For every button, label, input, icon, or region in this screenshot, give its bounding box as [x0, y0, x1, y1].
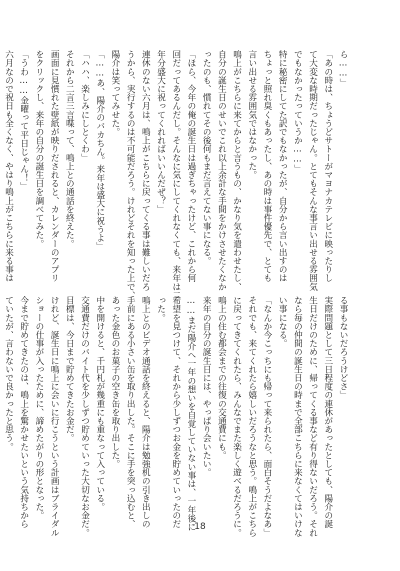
text-column: 「あの時は、ちょうどサトーがマヨナカテレビに映ったりし [322, 50, 333, 283]
text-column: ちょっと照れ臭くもあったし、あの時は事件優先で、とても [261, 50, 272, 283]
text-column: る事もないだろうけどさ」 [338, 296, 348, 400]
text-column: うから、実行するのは不可能だろう。けれどそれを知った上で、 [125, 50, 136, 300]
text-column: をクリックし、来年の自分の誕生日を調べてみた。 [33, 50, 44, 248]
text-column: 鳴上とのビデオ通話を終えると、陽介は勉強机の引き出しの [140, 296, 151, 529]
text-column: 陽介は笑ってみせた。 [109, 50, 120, 136]
text-column: 手前にある小さい缶を取り出した。そこに手を突っ込むと、 [125, 296, 136, 529]
text-column: 実際問題として三日程度の連休があったとしても、陽介の誕 [322, 296, 333, 529]
text-column: ショーの仕事が入ったために、諦めたがりの形となった。 [33, 296, 44, 520]
text-column: 特に秘密にしてた訳でもなかったが、自分から言い出すのは [277, 50, 288, 283]
text-block-bottom [3, 296, 350, 537]
text-column: 鳴上がこちらに来てからと言うもの、かなり気を遣わせたし、 [231, 50, 242, 291]
text-column: った。 [155, 296, 166, 322]
text-column: 連休のない六月は、鳴上がこちらに戻ってくる事は難しいだろ [140, 50, 151, 291]
text-column: ていたが、言わないで良かったと思う。 [3, 296, 14, 451]
text-column: 六月なので祝日も全くなく、やはり鳴上がこちらに来る事は [3, 50, 14, 283]
text-column: 今まで貯めてきたのは、鳴上を驚かせたいという気持ちから [18, 296, 29, 529]
text-column: い事になる。 [277, 296, 288, 348]
text-column: 「ハハ、楽しみにしとくわ」 [79, 50, 90, 162]
text-column: に戻ってきてくれたら、みんなでまた楽しく遊べるだろうに。 [231, 296, 242, 537]
text-column: 交通費だけのバイト代を少しずつ貯めていった大切なお金だ。 [79, 296, 90, 537]
text-column: 回だってあるんだし。そんなに気にしてくれなくても、来年は二 [170, 50, 181, 300]
text-column: 画面に見慣れた壁紙が映りだされると、カレンダーのアプリ [49, 50, 60, 283]
text-column: それでも、来てくれたら嬉しいだろうなと思う。鳴上がこちら [246, 296, 257, 537]
text-column: 「……あ、陽介のバカちん。来年は盛大に祝うよ」 [94, 50, 105, 251]
text-column: なら毎の仲間の誕生日の時まで全部こちらに来なくてはいけな [292, 296, 303, 537]
text-column: それから二言三言喋って、鳴上との通話を終えた。 [64, 50, 75, 248]
text-column: 自分の誕生日のせいでこれ以上余計な手間をかけさせたくなか [216, 50, 227, 291]
text-column: ったのも、慣れてその後何もまだ言えてない事になる。 [201, 50, 212, 265]
text-column: 「ほら、今年の俺の誕生日は過ぎちゃったけど、これから何 [185, 50, 196, 283]
text-column: 「なんか今こっちにも帰って来られたら、面白そうだよなあ」 [261, 296, 272, 537]
text-column: 鳴上の住む都会までの往復の交通費にも。 [216, 296, 227, 460]
text-column: 目標は、今日まで貯めてきたお金だ。 [64, 296, 75, 443]
text-column: 言い出せる雰囲気ではなかった。 [246, 50, 257, 179]
text-column: 年分盛大に祝ってくれればいいんだぜ？」 [155, 50, 166, 214]
page-number: 18 [194, 522, 206, 532]
text-column: 来年の自分の誕生日には、やっぱり会いたい。 [201, 296, 212, 477]
text-block-top [3, 50, 350, 300]
text-column: 中を開けると、千円札が幾重にも重なって入っている。 [94, 296, 105, 511]
text-column: ……まだ陽介へ一年の想いを自覚していない事は、一年後に [185, 296, 196, 531]
text-column: ら……」 [338, 50, 348, 88]
text-column: 生日だけのために、帰ってくる事など有り得ないだろう。それ [307, 296, 318, 537]
text-column: けれど、誕生日に鳴上に会いに行こうという計画はブライダル [49, 296, 60, 537]
text-column: あった金色のお菓子の空き缶を取り出した。 [109, 296, 120, 468]
text-column: 「うわ……金曜って平日じゃん！」 [18, 50, 29, 191]
text-column: 希望を見つけて、それから少しずつお金を貯めていったのだ [170, 296, 181, 529]
text-column: でもなかったっていうか……」 [292, 50, 303, 174]
text-column: て大変な時期だったじゃん。とてもそんな事言い出せる雰囲気 [307, 50, 318, 291]
